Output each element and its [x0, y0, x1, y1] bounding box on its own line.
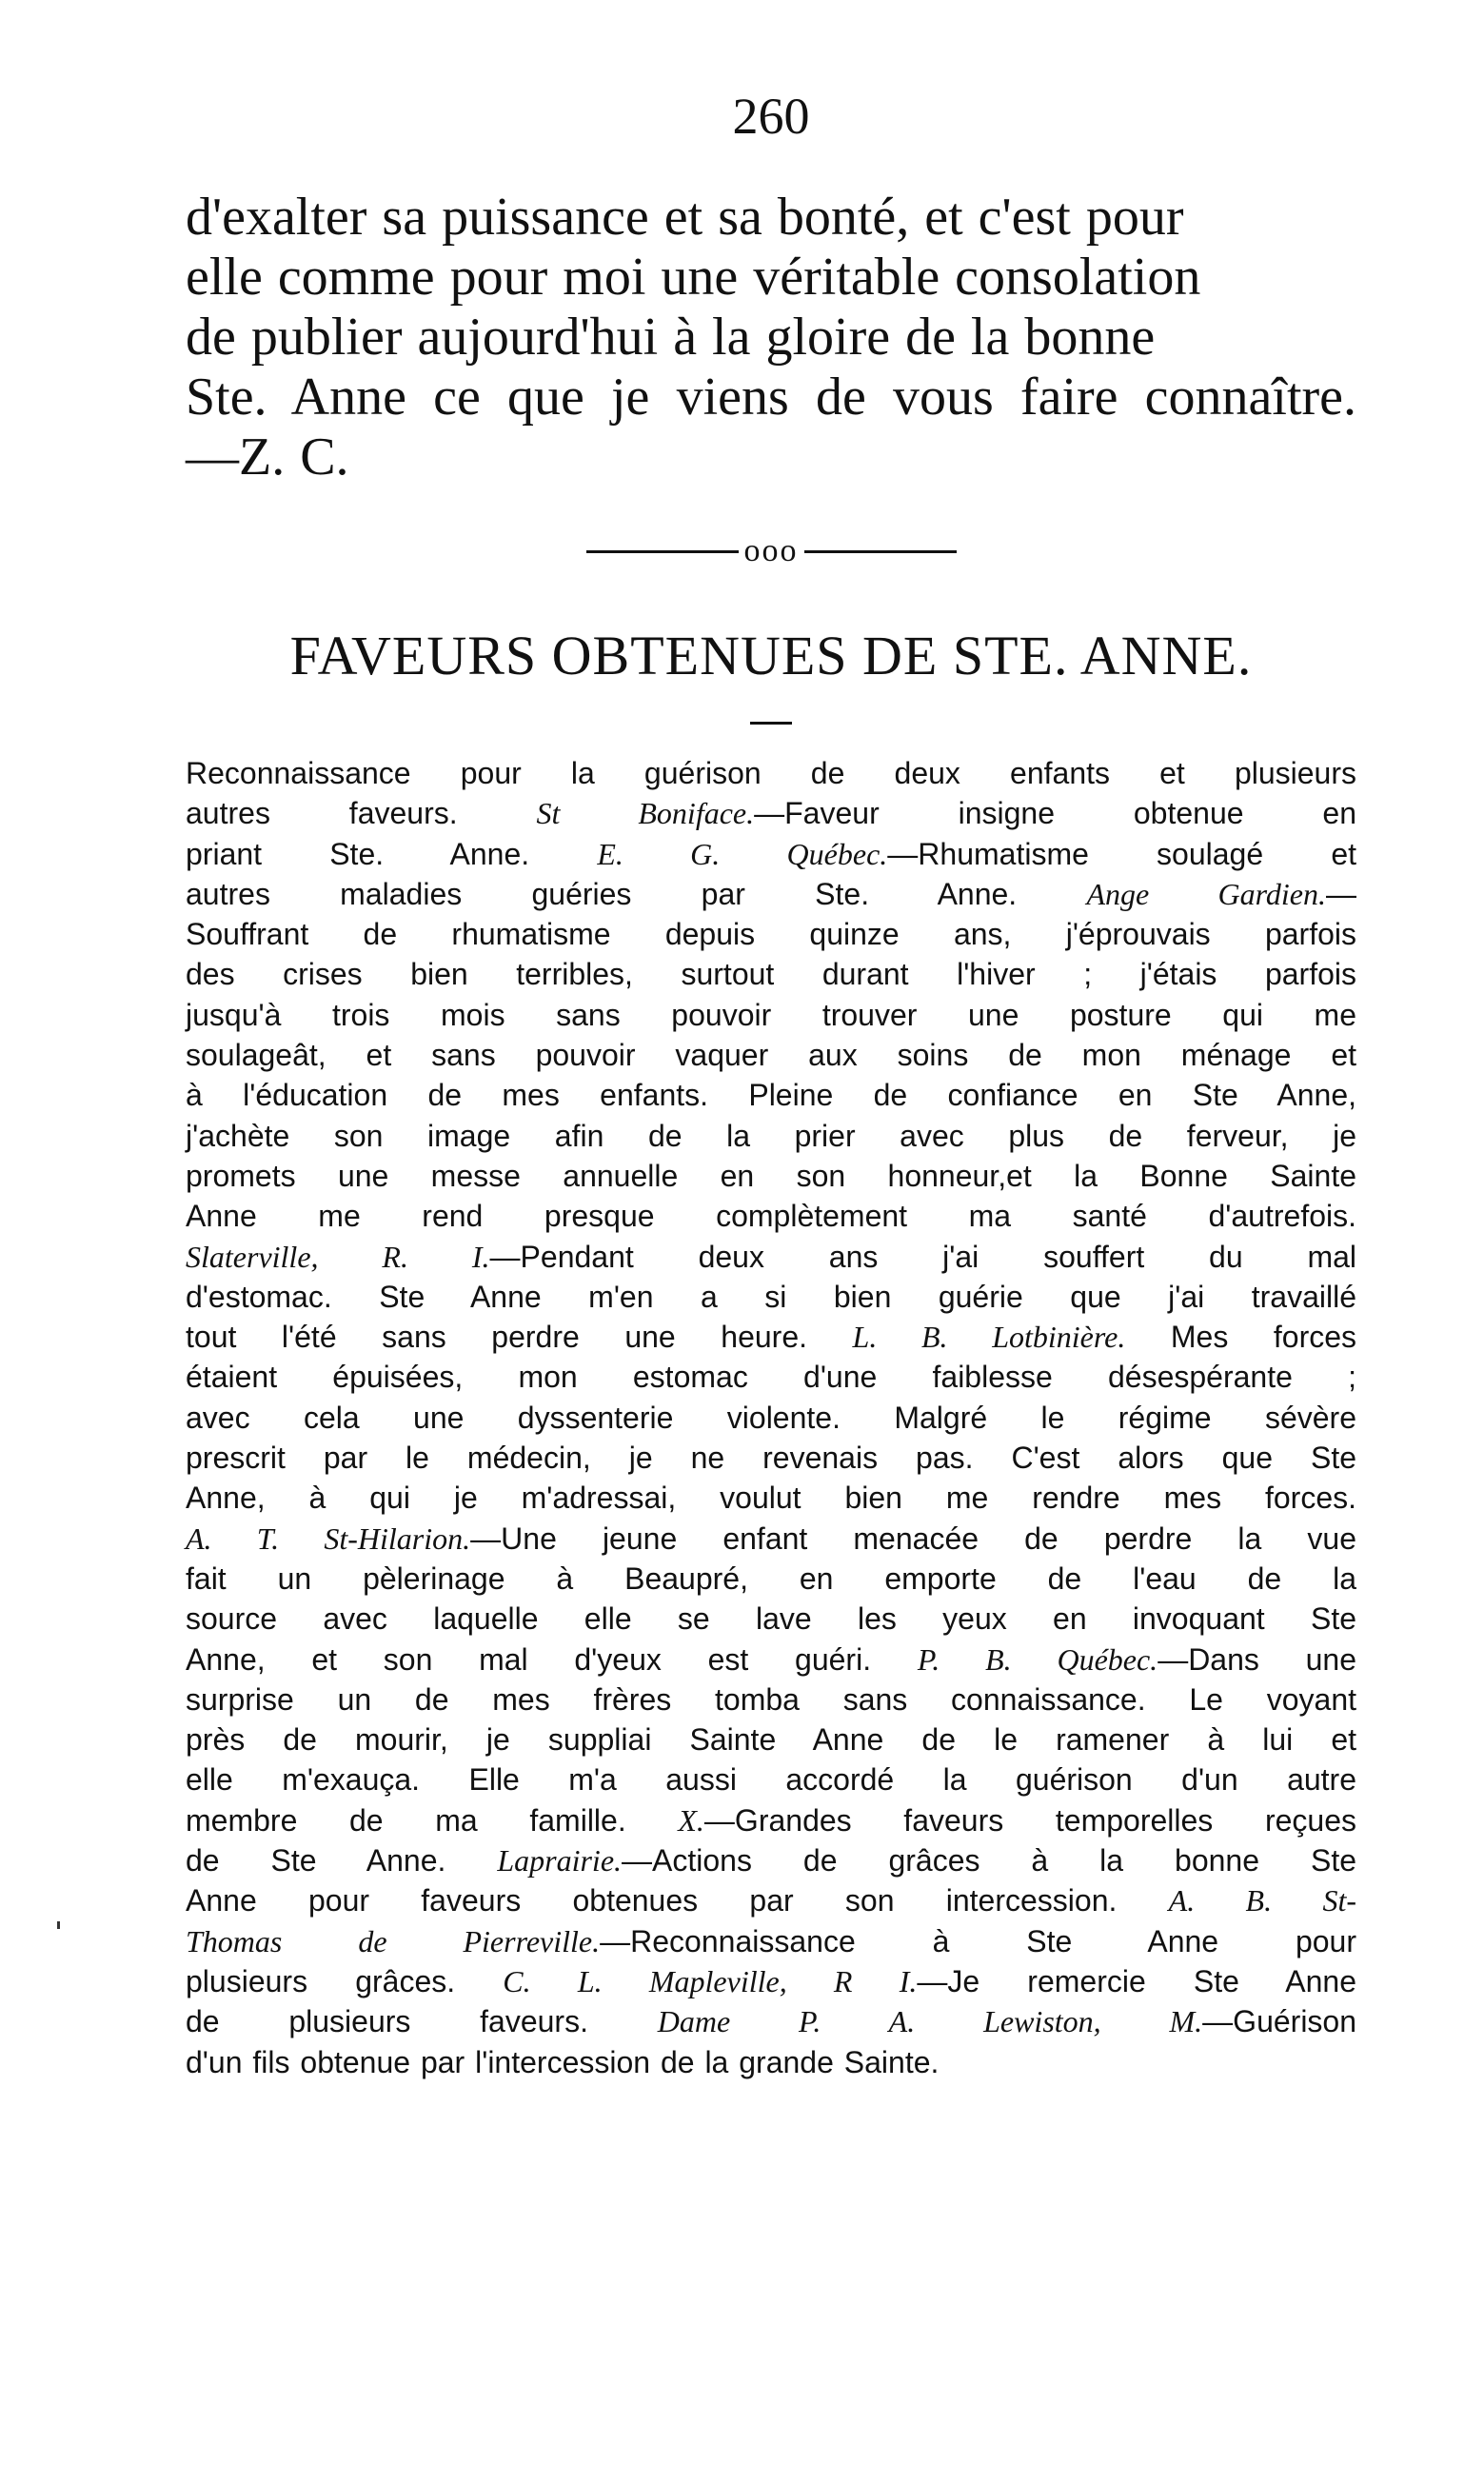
italic-reference: A. T. St-Hilarion.: [186, 1521, 471, 1556]
paragraph-line: Reconnaissance pour la guérison de deux enfants et plusieurs: [186, 756, 1356, 790]
italic-reference: A. B. St-: [1168, 1883, 1357, 1918]
title-underline-dash: [750, 722, 792, 725]
intro-line: Ste. Anne ce que je viens de vous faire connaître.: [186, 368, 1356, 427]
paragraph-line: des crises bien terribles, surtout durant l'hiver ; j'étais parfois: [186, 957, 1356, 992]
italic-reference: L. B. Lotbinière.: [852, 1320, 1126, 1355]
paragraph-line: autres faveurs. St Boniface.—Faveur insigne obtenue en: [186, 796, 1357, 831]
paragraph-line: étaient épuisées, mon estomac d'une faiblesse désespérante ;: [186, 1360, 1356, 1395]
italic-reference: Laprairie.: [497, 1843, 623, 1879]
paragraph-line: Thomas de Pierreville.—Reconnaissance à Ste Anne pour: [186, 1923, 1357, 1958]
paragraph-line: à l'éducation de mes enfants. Pleine de confiance en Ste Anne,: [186, 1078, 1356, 1113]
margin-mark: [57, 1921, 60, 1929]
italic-reference: Slaterville, R. I.: [186, 1239, 490, 1274]
italic-reference: Dame P. A. Lewiston, M.: [657, 2004, 1203, 2039]
intro-line: elle comme pour moi une véritable consolation: [186, 248, 1201, 307]
italic-reference: Ange Gardien.: [1086, 876, 1327, 911]
intro-paragraph: [186, 188, 1356, 487]
paragraph-line: avec cela une dyssenterie violente. Malgré le régime sévère: [186, 1400, 1356, 1435]
section-title: FAVEURS OBTENUES DE STE. ANNE.: [289, 625, 1253, 686]
paragraph-line: prescrit par le médecin, je ne revenais pas. C'est alors que Ste: [186, 1441, 1356, 1476]
section-separator: [186, 533, 1356, 569]
paragraph-line: j'achète son image afin de la prier avec plus de ferveur, je: [186, 1118, 1356, 1153]
paragraph-line: priant Ste. Anne. E. G. Québec.—Rhumatisme soulagé et: [186, 836, 1357, 871]
paragraph-line: soulageât, et sans pouvoir vaquer aux soins de mon ménage et: [186, 1038, 1356, 1073]
italic-reference: St Boniface.: [536, 796, 755, 831]
paragraph-line: Slaterville, R. I.—Pendant deux ans j'ai souffert du mal: [186, 1239, 1356, 1274]
paragraph-line: Anne me rend presque complètement ma santé d'autrefois.: [186, 1199, 1356, 1234]
paragraph-line: membre de ma famille. X.—Grandes faveurs temporelles reçues: [186, 1802, 1357, 1838]
separator-rule-right: [804, 550, 957, 553]
paragraph-line: Anne, et son mal d'yeux est guéri. P. B. Québec.—Dans une: [186, 1641, 1357, 1677]
page-number: 260: [732, 88, 810, 145]
paragraph-line: Anne pour faveurs obtenues par son intercession. A. B. St-: [186, 1883, 1357, 1918]
paragraph-line: surprise un de mes frères tomba sans connaissance. Le voyant: [186, 1681, 1356, 1717]
italic-reference: X.: [678, 1802, 704, 1838]
paragraph-line: promets une messe annuelle en son honneur,et la Bonne Sainte: [186, 1158, 1356, 1193]
paragraph-line: d'un fils obtenue par l'intercession de la grande Sainte.: [186, 2044, 940, 2079]
paragraph-line: plusieurs grâces. C. L. Mapleville, R I.—Je remercie Ste Anne: [186, 1963, 1356, 1998]
separator-rule-left: [586, 550, 739, 553]
paragraph-line: Anne, à qui je m'adressai, voulut bien me rendre mes forces.: [186, 1481, 1356, 1516]
paragraph-line: source avec laquelle elle se lave les yeux en invoquant Ste: [186, 1601, 1356, 1637]
paragraph-line: tout l'été sans perdre une heure. L. B. Lotbinière. Mes forces: [186, 1320, 1357, 1355]
italic-reference: P. B. Québec.: [917, 1641, 1158, 1677]
paragraph-line: d'estomac. Ste Anne m'en a si bien guérie que j'ai travaillé: [186, 1279, 1356, 1314]
paragraph-line: autres maladies guéries par Ste. Anne. Ange Gardien.—: [186, 876, 1357, 911]
favours-paragraph: [186, 753, 1356, 2082]
separator-ornament: ooo: [743, 533, 799, 568]
paragraph-line: A. T. St-Hilarion.—Une jeune enfant menacée de perdre la vue: [186, 1521, 1357, 1556]
paragraph-line: Souffrant de rhumatisme depuis quinze ans, j'éprouvais parfois: [186, 917, 1356, 952]
paragraph-line: fait un pèlerinage à Beaupré, en emporte de l'eau de la: [186, 1561, 1356, 1596]
paragraph-line: près de mourir, je suppliai Sainte Anne de le ramener à lui et: [186, 1722, 1356, 1758]
paragraph-line: de plusieurs faveurs. Dame P. A. Lewiston, M.—Guérison: [186, 2004, 1357, 2039]
italic-reference: E. G. Québec.: [597, 836, 888, 871]
intro-line: d'exalter sa puissance et sa bonté, et c'est pour: [186, 188, 1184, 247]
italic-reference: C. L. Mapleville, R I.: [503, 1963, 918, 1998]
italic-reference: Thomas de Pierreville.: [186, 1923, 601, 1958]
intro-line: de publier aujourd'hui à la gloire de la bonne: [186, 308, 1156, 367]
book-page: [186, 90, 1356, 2082]
paragraph-line: elle m'exauça. Elle m'a aussi accordé la guérison d'un autre: [186, 1762, 1356, 1798]
paragraph-line: de Ste Anne. Laprairie.—Actions de grâces à la bonne Ste: [186, 1843, 1356, 1879]
paragraph-line: jusqu'à trois mois sans pouvoir trouver une posture qui me: [186, 997, 1356, 1032]
signature: —Z. C.: [186, 427, 349, 487]
